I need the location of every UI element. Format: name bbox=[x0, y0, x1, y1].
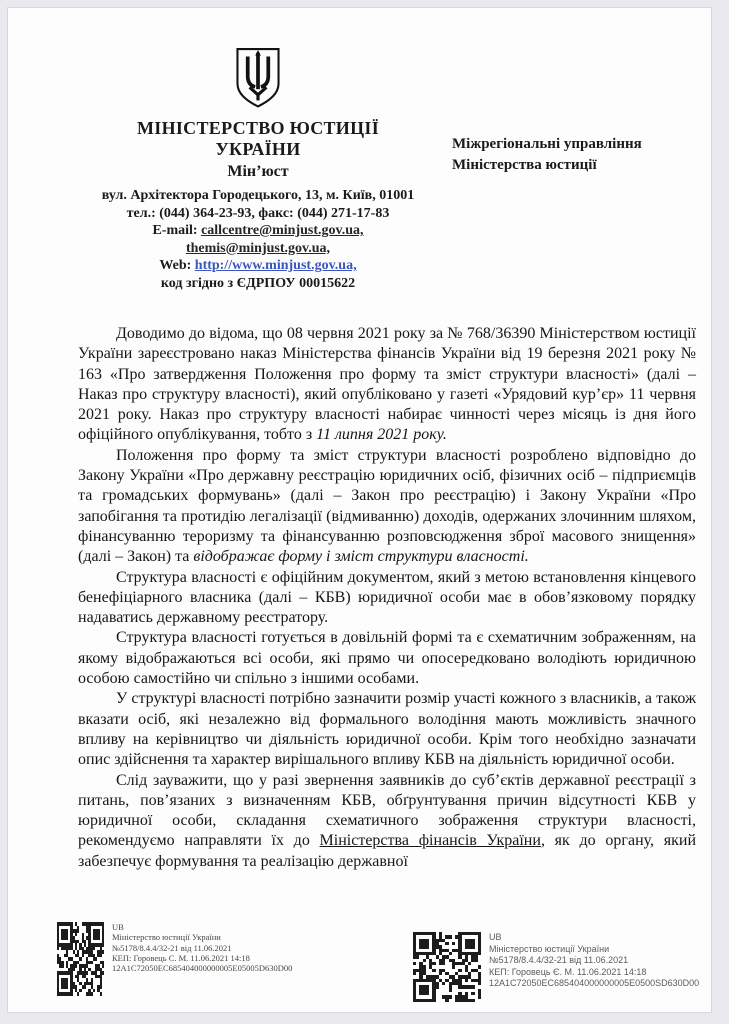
qr-code-right-icon bbox=[413, 932, 481, 1002]
email-line-2 bbox=[56, 240, 460, 258]
paragraph bbox=[78, 324, 696, 446]
stamp-line: КЕП: Горовець С. М. 11.06.2021 14:18 bbox=[112, 952, 250, 963]
edrpou-line: код згідно з ЄДРПОУ 00015622 bbox=[160, 275, 356, 291]
address-line: вул. Архітектора Городецького, 13, м. Київ, 01001 bbox=[101, 188, 415, 203]
text-segment: Положення про форму та зміст структури власності розроблено відповідно до Закону України «Про державну реєстрацію юридичних осіб, фізичних осіб – підприємців та громадських формувань» (далі – Закон про реєстрацію) і Закону України «Про запобігання та протидію легалізації (відмиванню) доходів, одержаних злочинним шляхом, фінансуванню тероризму та фінансуванню розповсюдження зброї масового знищення» (далі – Закон) та bbox=[78, 446, 696, 566]
stamp-line: №5178/8.4.4/32-21 від 11.06.2021 bbox=[112, 942, 232, 953]
ukraine-trident-emblem-icon bbox=[230, 46, 286, 110]
text-segment: У структурі власності потрібно зазначити розмір участі кожного з власників, а також вказати осіб, які незалежно від формального володіння мають можливість значного впливу на керівництво чи діяльність юридичної особи. Крім того необхідно зазначати опис здійснення та характер вирішального впливу КБВ на діяльність юридичної особи. bbox=[78, 690, 696, 769]
stamp-line: Міністерство юстиції України bbox=[489, 943, 610, 954]
stamp-line: UB bbox=[489, 932, 502, 942]
web-label: Web: bbox=[159, 258, 192, 273]
stamp-text bbox=[112, 922, 292, 973]
ministry-name-line1: МІНІСТЕРСТВО ЮСТИЦІЇ bbox=[136, 118, 380, 138]
text-segment: відображає форму і зміст структури власності. bbox=[193, 548, 529, 566]
stamp-line: КЕП: Горовець Є. М. 11.06.2021 14:18 bbox=[489, 966, 647, 977]
stamp-line: 12A1C72050EC685404000000005E0500SD630D00 bbox=[489, 978, 700, 988]
paragraph bbox=[78, 689, 696, 770]
text-segment: Міністерства фінансів України bbox=[319, 832, 541, 850]
paragraph bbox=[78, 568, 696, 629]
stamp-line: 12A1C72050EC685404000000005E05005D630D00 bbox=[112, 963, 293, 974]
text-segment: Структура власності є офіційним документом, який з метою встановлення кінцевого бенефіціарного власника (далі – КБВ) юридичної особи має в обов’язковому порядку надаватись державному реєстратору. bbox=[78, 568, 696, 627]
signature-stamp-left bbox=[57, 922, 292, 996]
web-link[interactable]: http://www.minjust.gov.ua, bbox=[194, 258, 357, 273]
web-line bbox=[56, 257, 460, 275]
email-link-themis[interactable]: themis@minjust.gov.ua, bbox=[185, 240, 331, 256]
qr-code-left-icon bbox=[57, 922, 104, 996]
text-segment: Структура власності готується в довільній формі та є схематичним зображенням, на якому відображаються всі особи, які прямо чи опосередковано володіють юридичною особою самостійно чи спільно з іншими особами. bbox=[78, 629, 696, 688]
signature-stamp-right bbox=[413, 932, 699, 1002]
ministry-name-line2: УКРАЇНИ bbox=[215, 139, 301, 159]
contact-block bbox=[56, 187, 460, 292]
text-segment: Слід зауважити, що у разі звернення заявників до суб’єктів державної реєстрації з питань, пов’язаних з визначенням КБВ, обґрунтування причин відсутності КБВ у юридичної особи, складання схематичного зображення структури власності, рекомендуємо направляти їх до bbox=[78, 771, 696, 850]
email-link-callcentre[interactable]: callcentre@minjust.gov.ua, bbox=[201, 223, 364, 238]
sender-block bbox=[56, 46, 460, 292]
paragraph bbox=[78, 771, 696, 872]
email-line bbox=[56, 222, 460, 240]
ministry-short-name: Мін’юст bbox=[227, 163, 289, 180]
document-page bbox=[8, 8, 711, 1012]
recipient-block bbox=[452, 134, 692, 176]
phone-line: тел.: (044) 364-23-93, факс: (044) 271-17-83 bbox=[126, 205, 390, 221]
stamp-line: UB bbox=[112, 922, 124, 932]
paragraph bbox=[78, 446, 696, 568]
paragraph bbox=[78, 628, 696, 689]
text-segment: 11 липня 2021 року. bbox=[316, 426, 447, 444]
text-segment: , як до органу, який забезпечує формування та реалізацію державної bbox=[78, 832, 697, 870]
recipient-line2: Міністерства юстиції bbox=[452, 157, 597, 173]
email-label: E-mail: bbox=[152, 223, 198, 238]
recipient-line1: Міжрегіональні управління bbox=[452, 136, 642, 152]
stamp-line: №5178/8.4.4/32-21 від 11.06.2021 bbox=[489, 955, 629, 965]
stamp-line: Міністерство юстиції України bbox=[112, 932, 221, 943]
body-text bbox=[78, 324, 696, 872]
stamp-text bbox=[489, 932, 699, 990]
text-segment: Доводимо до відома, що 08 червня 2021 року за № 768/36390 Міністерством юстиції України зареєстровано наказ Міністерства фінансів України від 19 березня 2021 року № 163 «Про затвердження Положення про форму та зміст структури власності» (далі – Наказ про структуру власності), який опубліковано у газеті «Урядовий кур’єр» 11 червня 2021 року. Наказ про структуру власності набирає чинності через місяць із дня його офіційного опублікування, тобто з bbox=[78, 325, 696, 444]
